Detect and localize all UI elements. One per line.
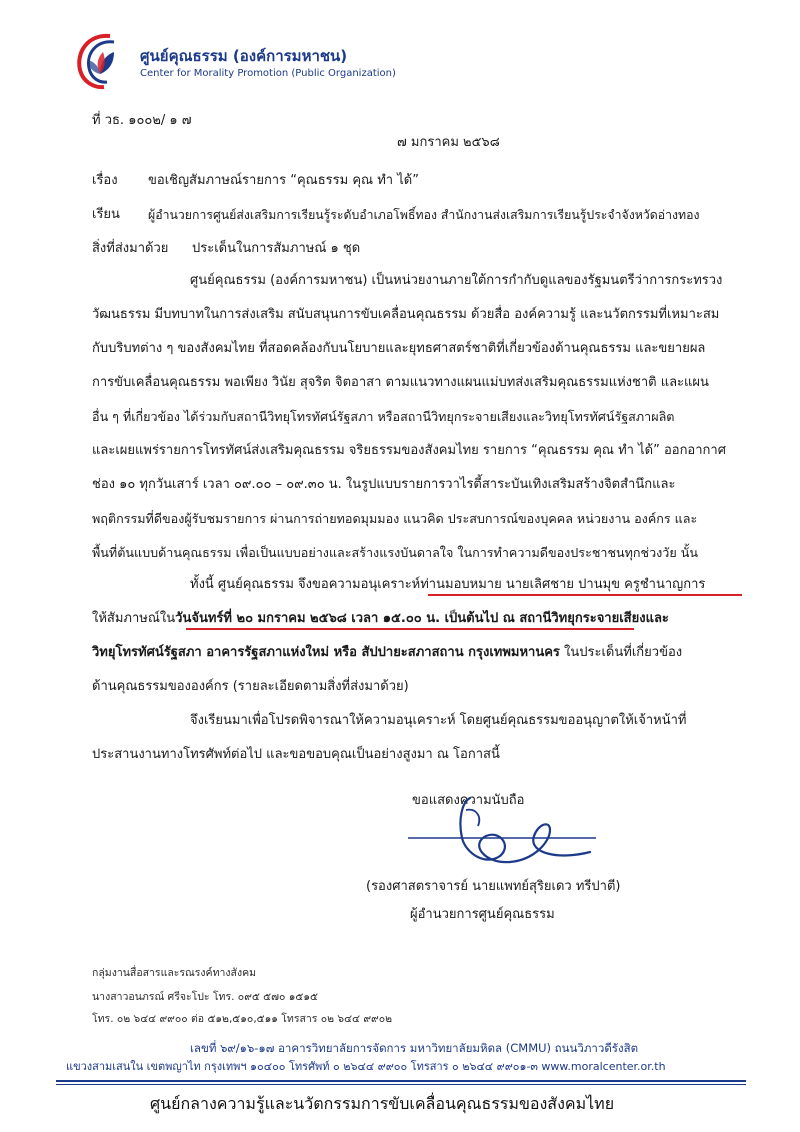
paragraph-3-line: ประสานงานทางโทรศัพท์ต่อไป และขอขอบคุณเป็นอย่างสูงมา ณ โอกาสนี้	[92, 747, 500, 762]
subject-text: ขอเชิญสัมภาษณ์รายการ “คุณธรรม คุณ ทำ ได้”	[148, 173, 419, 188]
paragraph-2-line-4: ด้านคุณธรรมขององค์กร (รายละเอียดตามสิ่งที่ส่งมาด้วย)	[92, 679, 409, 694]
contact-line: โทร. ๐๒ ๖๔๔ ๙๙๐๐ ต่อ ๕๑๒,๕๑๐,๕๑๑ โทรสาร ๐๒ ๖๔๔ ๙๙๐๒	[92, 1013, 393, 1025]
org-logo	[70, 30, 132, 92]
paragraph-2-line-3-tail: ในประเด็นที่เกี่ยวข้อง	[559, 645, 683, 660]
org-name-en: Center for Morality Promotion (Public Organization)	[140, 68, 396, 79]
paragraph-1-line: และเผยแพร่รายการโทรทัศน์ส่งเสริมคุณธรรม จริยธรรมของสังคมไทย รายการ “คุณธรรม คุณ ทำ ได้” ออกอากาศ	[92, 443, 726, 458]
signer-position: ผู้อำนวยการศูนย์คุณธรรม	[410, 907, 555, 922]
footer-divider-thin	[56, 1084, 746, 1085]
contact-line: กลุ่มงานสื่อสารและรณรงค์ทางสังคม	[92, 967, 257, 979]
paragraph-1-line: ศูนย์คุณธรรม (องค์การมหาชน) เป็นหน่วยงานภายใต้การกำกับดูแลของรัฐมนตรีว่าการกระทรวง	[190, 273, 723, 288]
doc-number: ที่ วธ. ๑๐๐๒/ ๑ ๗	[92, 113, 192, 128]
highlight-underline	[186, 628, 634, 630]
paragraph-1-line: พื้นที่ต้นแบบด้านคุณธรรม เพื่อเป็นแบบอย่างและสร้างแรงบันดาลใจ ในการทำความดีของประชาชนทุกช่วงวัย นั้น	[92, 545, 698, 560]
contact-line: นางสาวอนภรณ์ ศรีจะโปะ โทร. ๐๙๕ ๕๗๐ ๑๕๑๕	[92, 991, 318, 1003]
highlight-underline	[428, 594, 742, 596]
footer-address-1: เลขที่ ๖๙/๑๖-๑๗ อาคารวิทยาลัยการจัดการ มหาวิทยาลัยมหิดล (CMMU) ถนนวิภาวดีรังสิต	[190, 1041, 639, 1055]
doc-date: ๗ มกราคม ๒๕๖๘	[397, 135, 500, 150]
enclosure-label: สิ่งที่ส่งมาด้วย	[92, 241, 169, 256]
paragraph-1-line: พฤติกรรมที่ดีของผู้รับชมรายการ ผ่านการถ่ายทอดมุมมอง แนวคิด ประสบการณ์ของบุคคล หน่วยงาน องค์กร และ	[92, 511, 698, 526]
paragraph-2-line-3	[92, 644, 682, 662]
signature	[400, 780, 600, 880]
paragraph-3-line: จึงเรียนมาเพื่อโปรดพิจารณาให้ความอนุเคราะห์ โดยศูนย์คุณธรรมขออนุญาตให้เจ้าหน้าที่	[190, 713, 687, 728]
footer-divider	[56, 1080, 746, 1082]
recipient-label: เรียน	[92, 207, 120, 222]
interview-datetime: วันจันทร์ที่ ๒๐ มกราคม ๒๕๖๘ เวลา ๑๕.๐๐ น. เป็นต้นไป ณ สถานีวิทยุกระจายเสียงและ	[175, 611, 669, 626]
paragraph-2-line-1: ทั้งนี้ ศูนย์คุณธรรม จึงขอความอนุเคราะห์ท่านมอบหมาย นายเลิศชาย ปานมุข ครูชำนาญการ	[190, 577, 706, 592]
closing: ขอแสดงความนับถือ	[412, 793, 525, 808]
subject-label: เรื่อง	[92, 173, 118, 188]
paragraph-1-line: กับบริบทต่าง ๆ ของสังคมไทย ที่สอดคล้องกับนโยบายและยุทธศาสตร์ชาติที่เกี่ยวข้องด้านคุณธรรม และขยายผล	[92, 341, 706, 356]
paragraph-1-line: ช่อง ๑๐ ทุกวันเสาร์ เวลา ๐๙.๐๐ – ๐๙.๓๐ น. ในรูปแบบรายการวาไรตี้สาระบันเทิงเสริมสร้างจิตสำนึกและ	[92, 477, 676, 492]
logo-mark-icon	[70, 30, 132, 92]
footer-tagline: ศูนย์กลางความรู้และนวัตกรรมการขับเคลื่อนคุณธรรมของสังคมไทย	[150, 1094, 615, 1113]
interview-venue: วิทยุโทรทัศน์รัฐสภา อาคารรัฐสภาแห่งใหม่ หรือ สัปปายะสภาสถาน กรุงเทพมหานคร	[92, 645, 560, 660]
paragraph-1-line: อื่น ๆ ที่เกี่ยวข้อง ได้ร่วมกับสถานีวิทยุโทรทัศน์รัฐสภา หรือสถานีวิทยุกระจายเสียงและวิทยุโทรทัศน์รัฐสภาผลิต	[92, 409, 675, 424]
footer-address-2: แขวงสามเสนใน เขตพญาไท กรุงเทพฯ ๑๐๔๐๐ โทรศัพท์ ๐ ๒๖๔๔ ๙๙๐๐ โทรสาร ๐ ๒๖๔๔ ๙๙๐๑-๓ www.moralcenter.or.th	[66, 1060, 666, 1073]
paragraph-2-line-2-normal: ให้สัมภาษณ์ใน	[92, 611, 176, 626]
enclosure-text: ประเด็นในการสัมภาษณ์ ๑ ชุด	[192, 241, 361, 256]
recipient-text: ผู้อำนวยการศูนย์ส่งเสริมการเรียนรู้ระดับอำเภอโพธิ์ทอง สำนักงานส่งเสริมการเรียนรู้ประจำจังหวัดอ่างทอง	[148, 208, 700, 222]
paragraph-1-line: การขับเคลื่อนคุณธรรม พอเพียง วินัย สุจริต จิตอาสา ตามแนวทางแผนแม่บทส่งเสริมคุณธรรมแห่งชาติ และแผน	[92, 375, 709, 390]
org-name-th: ศูนย์คุณธรรม (องค์การมหาชน)	[140, 47, 348, 65]
paragraph-2-line-2	[92, 610, 669, 628]
signer-name: (รองศาสตราจารย์ นายแพทย์สุริยเดว ทรีปาตี)	[366, 879, 621, 894]
paragraph-1-line: วัฒนธรรม มีบทบาทในการส่งเสริม สนับสนุนการขับเคลื่อนคุณธรรม ด้วยสื่อ องค์ความรู้ และนวัตกรรมที่เหมาะสม	[92, 307, 720, 322]
signature-icon	[400, 780, 600, 880]
